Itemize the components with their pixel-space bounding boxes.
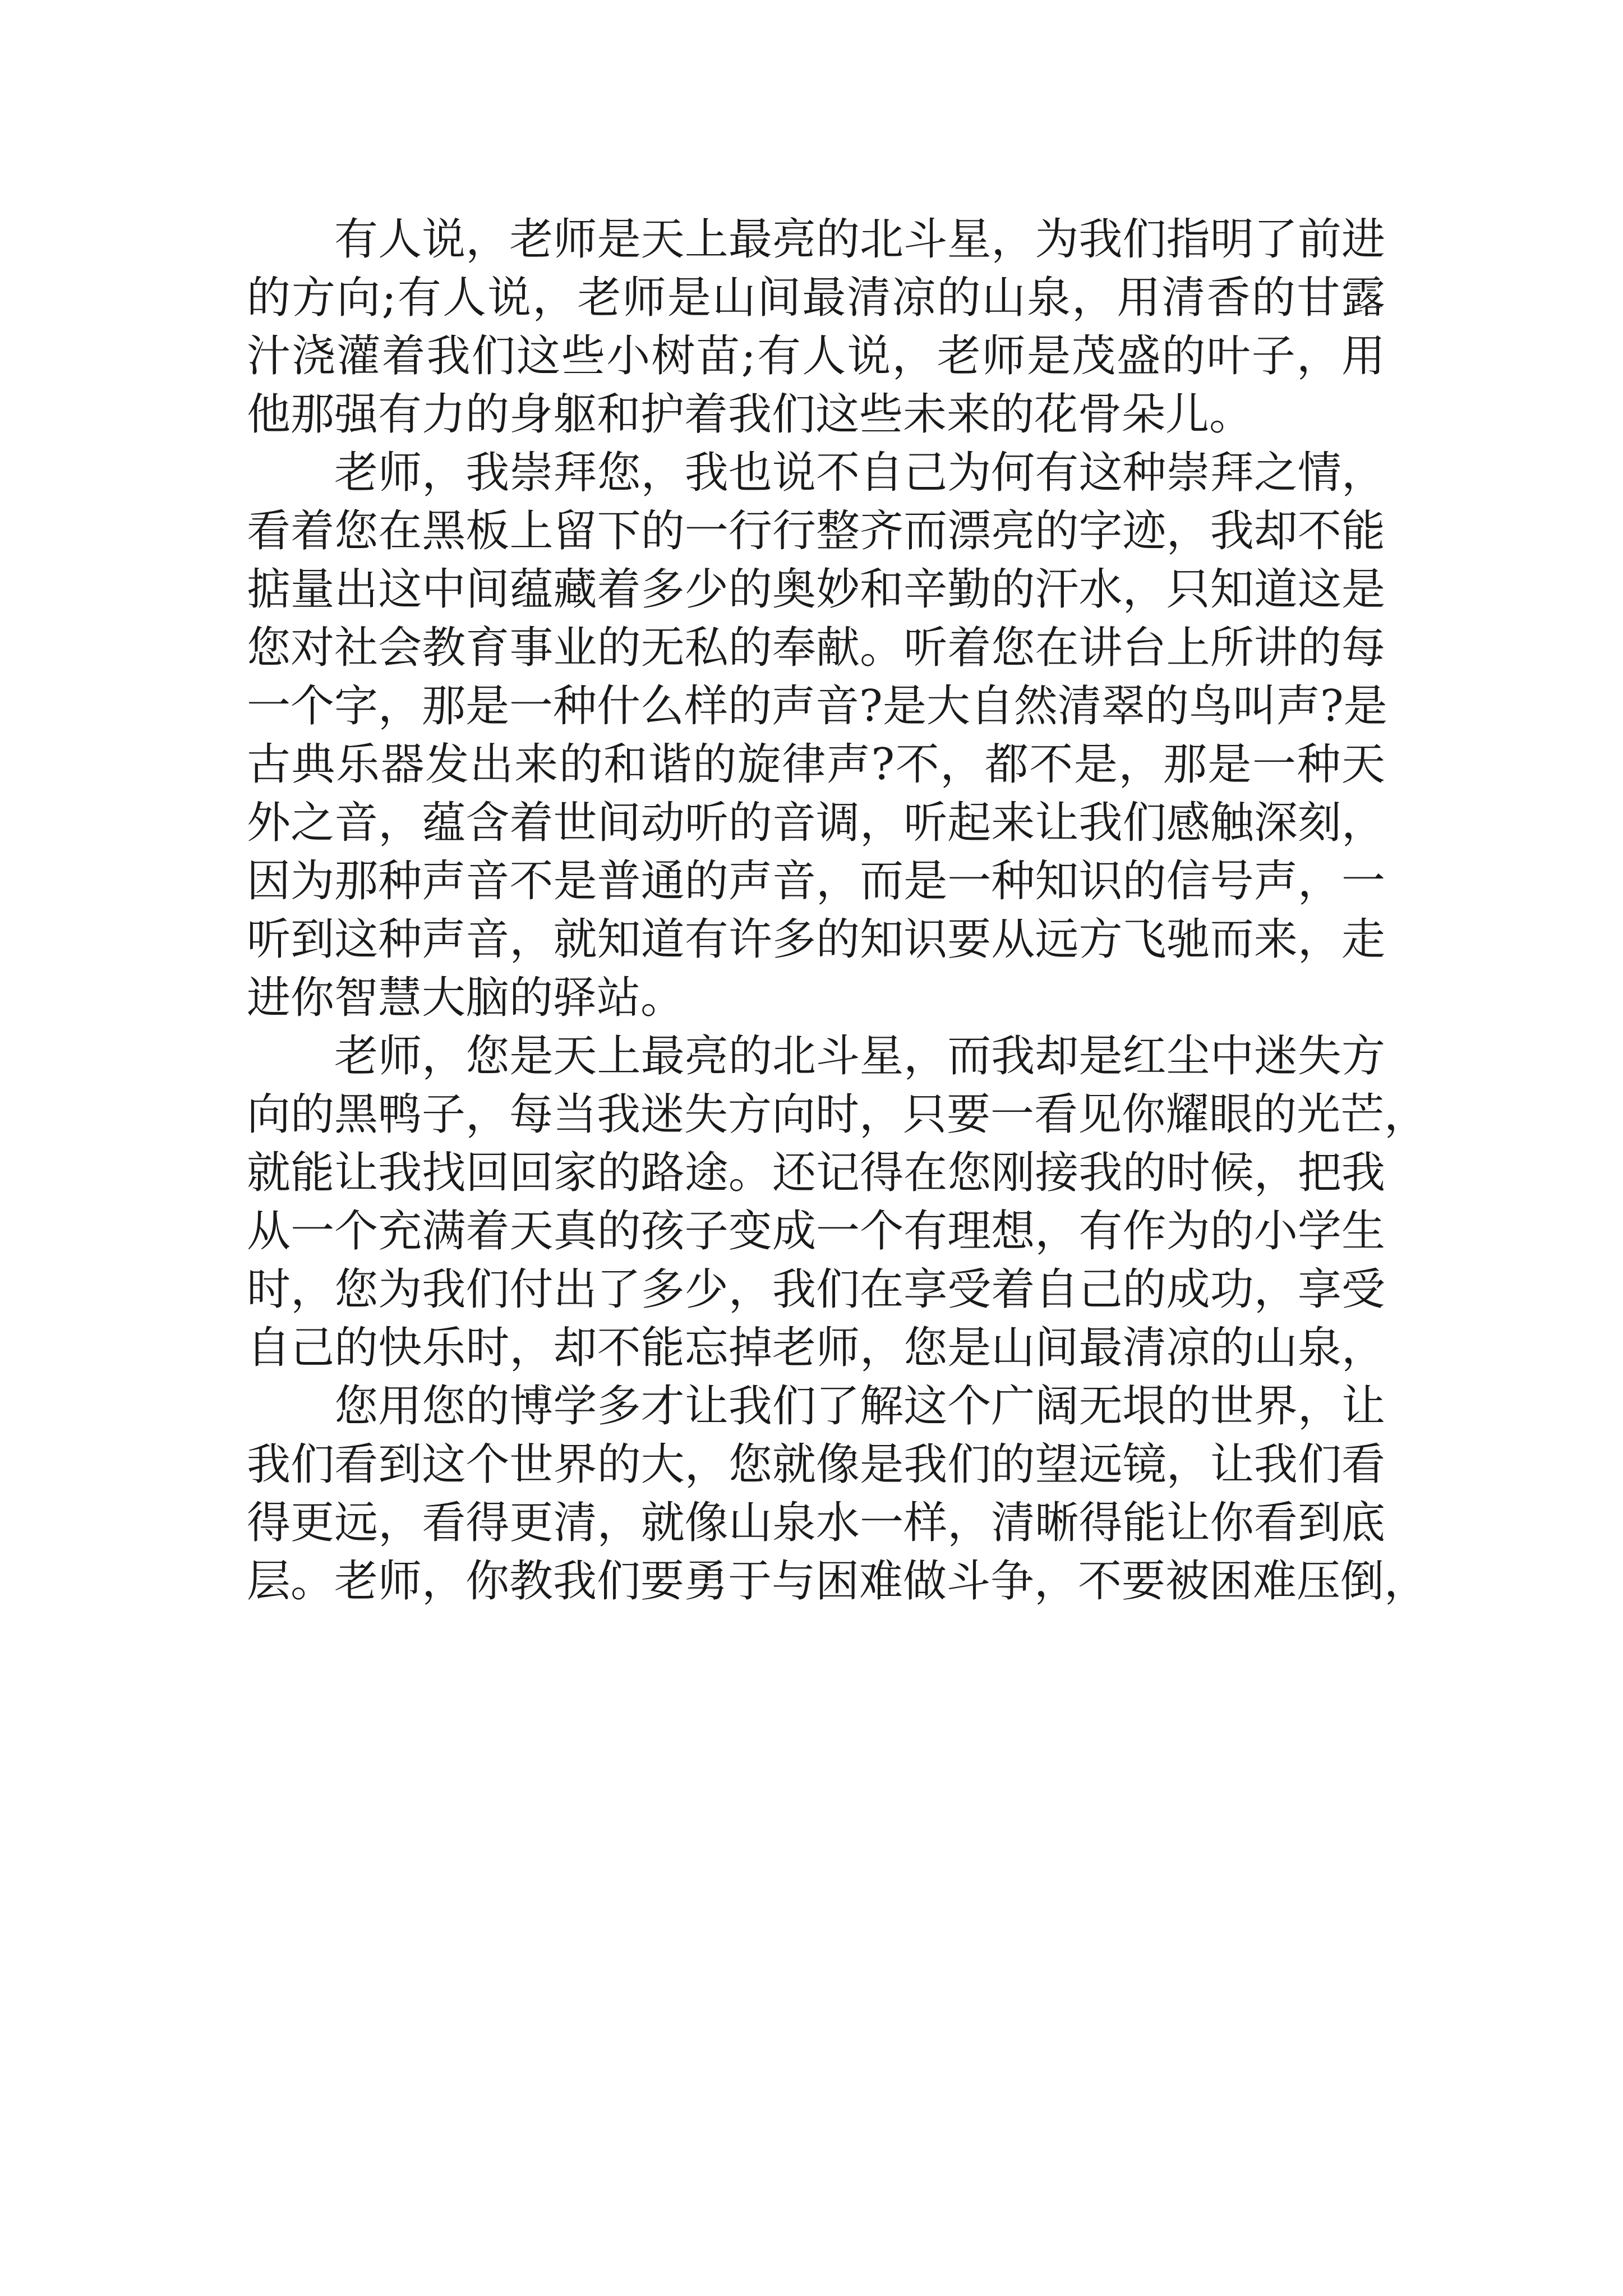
text-line: 层。老师，你教我们要勇于与困难做斗争，不要被困难压倒，	[247, 1556, 1428, 1607]
text-line: 进你智慧大脑的驿站。	[247, 973, 685, 1023]
document-body	[247, 210, 1428, 1611]
text-line: 一个字，那是一种什么样的声音?是大自然清翠的鸟叫声?是	[247, 681, 1387, 731]
paragraph-1	[247, 210, 1385, 444]
paragraph-2	[247, 444, 1385, 1027]
text-line: 看着您在黑板上留下的一行行整齐而漂亮的字迹，我却不能	[247, 506, 1385, 556]
text-line: 汁浇灌着我们这些小树苗;有人说，老师是茂盛的叶子，用	[247, 331, 1385, 381]
text-line: 时，您为我们付出了多少，我们在享受着自己的成功，享受	[247, 1264, 1385, 1315]
text-line: 您对社会教育事业的无私的奉献。听着您在讲台上所讲的每	[247, 623, 1385, 673]
text-line: 古典乐器发出来的和谐的旋律声?不，都不是，那是一种天	[247, 739, 1385, 790]
text-line: 掂量出这中间蕴藏着多少的奥妙和辛勤的汗水，只知道这是	[247, 564, 1385, 615]
paragraph-3	[247, 1027, 1428, 1377]
text-line: 就能让我找回回家的路途。还记得在您刚接我的时候，把我	[247, 1148, 1385, 1198]
paragraph-4	[247, 1377, 1428, 1611]
text-line: 自己的快乐时，却不能忘掉老师，您是山间最清凉的山泉，	[247, 1323, 1385, 1373]
text-line: 老师，您是天上最亮的北斗星，而我却是红尘中迷失方	[334, 1031, 1385, 1082]
text-line: 因为那种声音不是普通的声音，而是一种知识的信号声，一	[247, 856, 1385, 907]
text-line: 老师，我崇拜您，我也说不自己为何有这种崇拜之情，	[334, 448, 1385, 498]
text-line: 的方向;有人说，老师是山间最清凉的山泉，用清香的甘露	[247, 273, 1385, 323]
text-line: 您用您的博学多才让我们了解这个广阔无垠的世界，让	[334, 1381, 1385, 1432]
text-line: 有人说，老师是天上最亮的北斗星，为我们指明了前进	[334, 214, 1385, 265]
text-line: 我们看到这个世界的大，您就像是我们的望远镜，让我们看	[247, 1439, 1385, 1490]
text-line: 得更远，看得更清，就像山泉水一样，清晰得能让你看到底	[247, 1498, 1385, 1548]
text-line: 听到这种声音，就知道有许多的知识要从远方飞驰而来，走	[247, 914, 1385, 965]
text-line: 外之音，蕴含着世间动听的音调，听起来让我们感触深刻，	[247, 798, 1385, 848]
text-line: 他那强有力的身躯和护着我们这些未来的花骨朵儿。	[247, 389, 1253, 440]
text-line: 从一个充满着天真的孩子变成一个有理想，有作为的小学生	[247, 1206, 1385, 1257]
text-line: 向的黑鸭子，每当我迷失方向时，只要一看见你耀眼的光芒，	[247, 1089, 1428, 1140]
